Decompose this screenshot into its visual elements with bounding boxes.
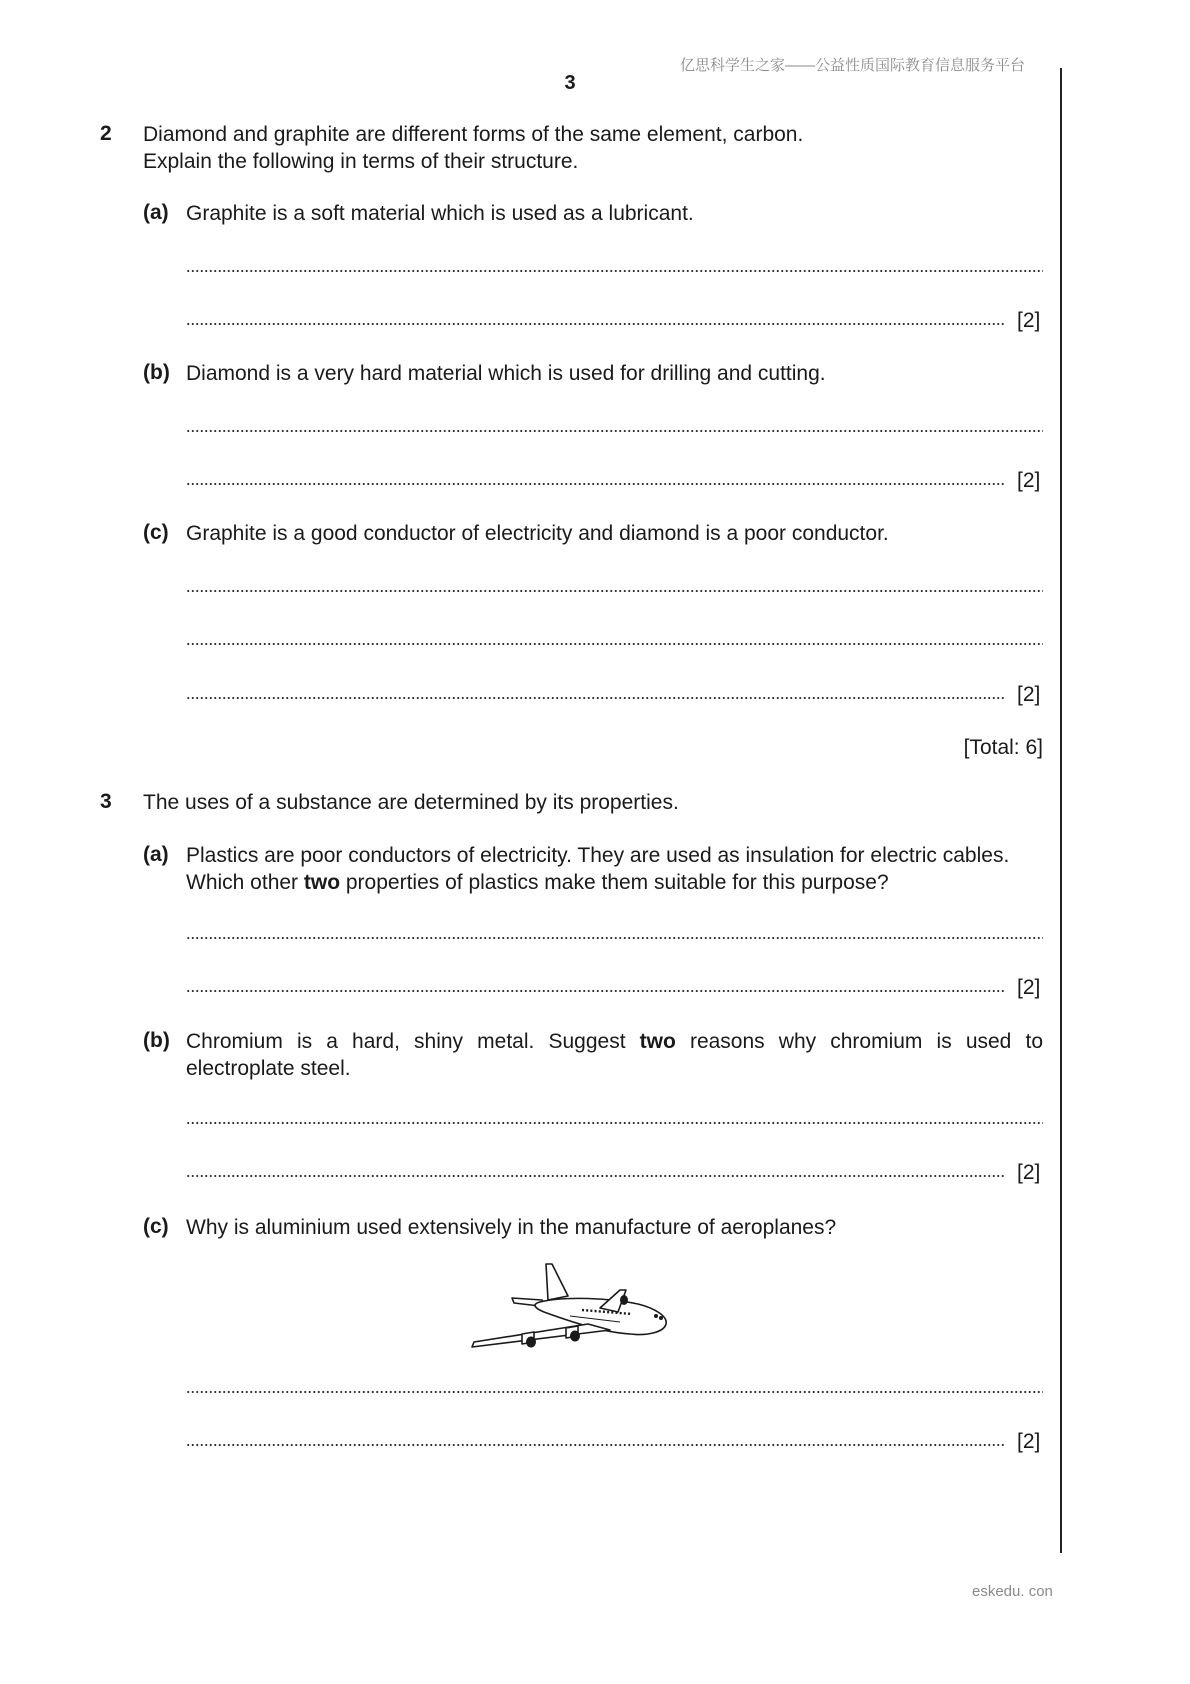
answer-line-3b-2[interactable]: [186, 1175, 1005, 1177]
mark-2a: [2]: [1017, 309, 1041, 332]
question-2a-text: Graphite is a soft material which is used as a lubricant.: [186, 202, 694, 225]
answer-line-3a-2[interactable]: [186, 990, 1005, 992]
answer-line-2c-2[interactable]: [186, 643, 1043, 645]
emphasis-two: two: [639, 1030, 676, 1053]
footer-watermark: eskedu. con: [972, 1583, 1053, 1600]
question-2-intro-line2: Explain the following in terms of their structure.: [143, 150, 579, 173]
question-3b-line1: Chromium is a hard, shiny metal. Suggest two reasons why chromium is used to: [186, 1030, 1043, 1053]
emphasis-two: two: [303, 871, 341, 894]
question-2-number: 2: [100, 122, 112, 145]
question-3a-line1: Plastics are poor conductors of electricity. They are used as insulation for electric cables.: [186, 844, 1010, 867]
question-2b-text: Diamond is a very hard material which is used for drilling and cutting.: [186, 362, 826, 385]
question-2c-label: (c): [143, 521, 169, 544]
mark-2b: [2]: [1017, 469, 1041, 492]
question-2b-label: (b): [143, 361, 170, 384]
mark-3a: [2]: [1017, 976, 1041, 999]
total-2: [Total: 6]: [963, 736, 1043, 759]
answer-line-3b-1[interactable]: [186, 1122, 1043, 1124]
question-3c-label: (c): [143, 1215, 169, 1238]
answer-line-2c-1[interactable]: [186, 590, 1043, 592]
question-3-intro: The uses of a substance are determined by its properties.: [143, 791, 679, 814]
answer-line-3c-1[interactable]: [186, 1391, 1043, 1393]
answer-line-2c-3[interactable]: [186, 697, 1005, 699]
question-2a-label: (a): [143, 201, 169, 224]
question-3a-label: (a): [143, 843, 169, 866]
answer-line-2b-2[interactable]: [186, 483, 1005, 485]
answer-line-2a-1[interactable]: [186, 270, 1043, 272]
mark-2c: [2]: [1017, 683, 1041, 706]
question-3b-line2: electroplate steel.: [186, 1057, 351, 1080]
mark-3b: [2]: [1017, 1161, 1041, 1184]
question-3b-label: (b): [143, 1029, 170, 1052]
question-3-number: 3: [100, 790, 112, 813]
question-3a-line2: Which other two properties of plastics make them suitable for this purpose?: [186, 871, 889, 894]
answer-line-3c-2[interactable]: [186, 1444, 1005, 1446]
question-3c-text: Why is aluminium used extensively in the manufacture of aeroplanes?: [186, 1216, 837, 1239]
answer-line-2a-2[interactable]: [186, 323, 1005, 325]
page-number: 3: [564, 72, 576, 94]
aeroplane-icon: [470, 1260, 672, 1352]
question-2c-text: Graphite is a good conductor of electricity and diamond is a poor conductor.: [186, 522, 889, 545]
mark-3c: [2]: [1017, 1430, 1041, 1453]
question-2-intro-line1: Diamond and graphite are different forms of the same element, carbon.: [143, 123, 804, 146]
answer-line-3a-1[interactable]: [186, 937, 1043, 939]
header-watermark: 亿思科学生之家——公益性质国际教育信息服务平台: [680, 57, 1026, 74]
answer-line-2b-1[interactable]: [186, 430, 1043, 432]
margin-rule: [1060, 68, 1062, 1553]
